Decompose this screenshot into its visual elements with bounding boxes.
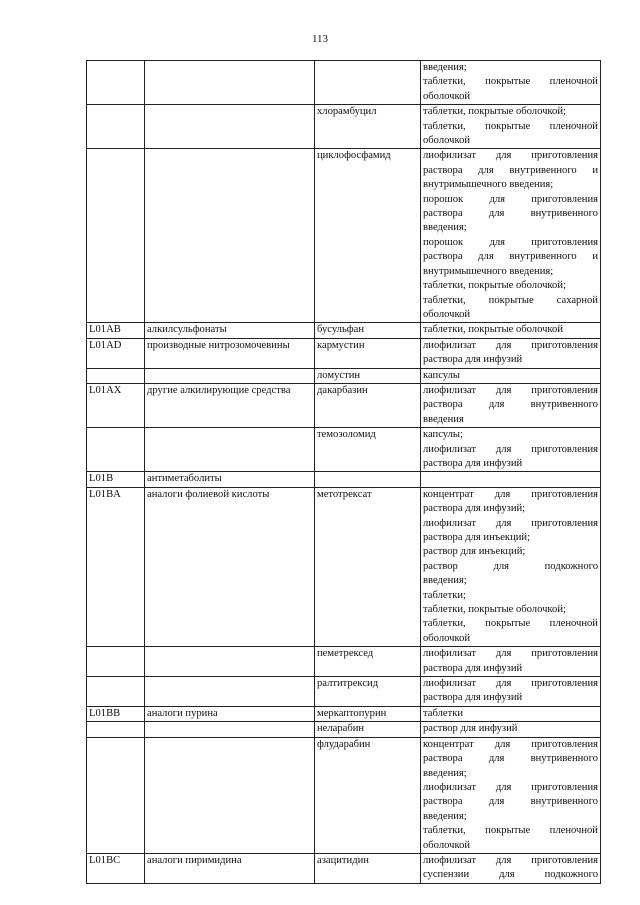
dosage-form-line <box>423 428 598 442</box>
dosage-form-word: лиофилизат <box>423 517 476 529</box>
dosage-form-word: покрытые <box>485 120 531 132</box>
atc-code-cell <box>87 647 145 677</box>
atc-code-cell <box>87 61 145 105</box>
dosage-form-word: внутривенного <box>509 251 577 263</box>
dosage-forms-cell <box>421 105 601 149</box>
dosage-form-word: таблетки, <box>423 825 466 837</box>
dosage-form-word: приготовления <box>531 150 598 162</box>
table-row <box>87 487 601 646</box>
dosage-form-line <box>423 384 598 398</box>
dosage-form-word: оболочкой <box>423 90 471 102</box>
dosage-form-line <box>423 502 598 516</box>
dosage-forms-cell <box>421 647 601 677</box>
dosage-form-word: для <box>488 796 505 808</box>
dosage-form-word: раствор для инфузий <box>423 723 518 735</box>
dosage-form-line <box>423 90 598 104</box>
dosage-form-word: для <box>488 208 505 220</box>
table-row <box>87 368 601 383</box>
dosage-form-word: раствора для инъекций; <box>423 532 531 543</box>
medication-table <box>86 60 601 884</box>
group-name-cell: аналоги пурина <box>145 706 315 721</box>
dosage-form-word: капсулы; <box>423 429 463 441</box>
dosage-forms-cell <box>421 428 601 472</box>
dosage-form-word: раствора <box>423 399 463 411</box>
table-row <box>87 472 601 487</box>
dosage-form-line <box>423 207 598 221</box>
dosage-form-word: приготовления <box>531 854 598 866</box>
drug-name-cell: азацитидин <box>315 853 421 883</box>
drug-name-cell <box>315 61 421 105</box>
dosage-form-line <box>423 308 598 322</box>
dosage-form-line <box>423 839 598 853</box>
dosage-form-line <box>423 824 598 838</box>
drug-name-cell: ралтитрексид <box>315 677 421 707</box>
dosage-form-line <box>423 752 598 766</box>
table-row <box>87 383 601 427</box>
dosage-form-line <box>423 279 598 293</box>
dosage-form-word: таблетки, покрытые оболочкой; <box>423 280 566 292</box>
dosage-form-word: введения; <box>423 575 467 587</box>
dosage-form-word: оболочкой <box>423 308 471 320</box>
dosage-forms-cell <box>421 722 601 737</box>
drug-name-cell: хлорамбуцил <box>315 105 421 149</box>
atc-code-cell: L01AB <box>87 323 145 338</box>
dosage-form-word: приготовления <box>531 678 598 690</box>
dosage-form-word: концентрат <box>423 488 474 500</box>
dosage-form-word: для <box>495 150 512 162</box>
dosage-form-word: таблетки, <box>423 76 466 88</box>
drug-name-cell: пеметрексед <box>315 647 421 677</box>
dosage-form-line <box>423 265 598 279</box>
dosage-form-line <box>423 369 598 383</box>
dosage-form-word: введения; <box>423 222 467 234</box>
dosage-form-line <box>423 443 598 457</box>
dosage-form-word: пленочной <box>549 120 598 132</box>
group-name-cell: другие алкилирующие средства <box>145 383 315 427</box>
dosage-form-word: подкожного <box>544 869 598 881</box>
dosage-form-word: для <box>488 753 505 765</box>
dosage-form-line <box>423 323 598 337</box>
dosage-forms-cell <box>421 487 601 646</box>
page-number: 113 <box>311 33 329 45</box>
dosage-form-line <box>423 488 598 502</box>
dosage-form-word: приготовления <box>531 443 598 455</box>
atc-code-cell <box>87 105 145 149</box>
dosage-form-word: оболочкой <box>423 839 471 851</box>
group-name-cell <box>145 149 315 323</box>
group-name-cell: производные нитрозомочевины <box>145 338 315 368</box>
drug-name-cell: ломустин <box>315 368 421 383</box>
dosage-form-word: приготовления <box>531 236 598 248</box>
group-name-cell <box>145 368 315 383</box>
atc-code-cell <box>87 737 145 853</box>
dosage-form-word: оболочкой <box>423 135 471 147</box>
dosage-form-line <box>423 178 598 192</box>
dosage-form-line <box>423 854 598 868</box>
dosage-form-line <box>423 722 598 736</box>
table-row <box>87 706 601 721</box>
dosage-form-line <box>423 339 598 353</box>
dosage-form-word: лиофилизат <box>423 443 476 455</box>
table-body <box>87 61 601 884</box>
dosage-form-word: для <box>488 399 505 411</box>
dosage-form-word: для <box>495 517 512 529</box>
dosage-form-word: введения; <box>423 62 467 73</box>
table-row <box>87 647 601 677</box>
dosage-form-line <box>423 647 598 661</box>
dosage-form-word: внутривенного <box>530 399 598 411</box>
table-row <box>87 149 601 323</box>
dosage-form-word: внутривенного <box>530 208 598 220</box>
atc-code-cell: L01AD <box>87 338 145 368</box>
dosage-form-line <box>423 517 598 531</box>
atc-code-cell <box>87 428 145 472</box>
drug-name-cell: дакарбазин <box>315 383 421 427</box>
dosage-form-word: капсулы <box>423 369 461 381</box>
dosage-form-word: покрытые <box>488 294 534 306</box>
dosage-form-line <box>423 457 598 471</box>
dosage-form-word: внутримышечного введения; <box>423 179 554 191</box>
dosage-form-word: и <box>592 164 598 176</box>
dosage-form-word: покрытые <box>485 618 531 630</box>
dosage-form-word: лиофилизат <box>423 150 476 162</box>
table-row <box>87 737 601 853</box>
dosage-forms-cell <box>421 383 601 427</box>
dosage-forms-cell <box>421 737 601 853</box>
dosage-form-word: внутривенного <box>509 164 577 176</box>
dosage-form-word: таблетки, <box>423 294 466 306</box>
dosage-form-line <box>423 398 598 412</box>
dosage-form-line <box>423 574 598 588</box>
dosage-form-word: приготовления <box>531 384 598 396</box>
dosage-form-line <box>423 193 598 207</box>
dosage-form-line <box>423 294 598 308</box>
dosage-form-word: раствора для инфузий <box>423 662 523 674</box>
table-row <box>87 338 601 368</box>
group-name-cell <box>145 722 315 737</box>
dosage-form-word: сахарной <box>556 294 598 306</box>
dosage-form-word: таблетки; <box>423 589 466 601</box>
dosage-form-word: раствора для инфузий; <box>423 503 526 515</box>
dosage-form-line <box>423 707 598 721</box>
dosage-form-word: для <box>495 339 512 351</box>
dosage-form-word: приготовления <box>531 488 598 500</box>
atc-code-cell: L01AX <box>87 383 145 427</box>
dosage-form-word: покрытые <box>485 76 531 88</box>
dosage-form-word: для <box>489 193 505 205</box>
dosage-forms-cell <box>421 472 601 487</box>
atc-code-cell: L01BB <box>87 706 145 721</box>
dosage-form-word: покрытые <box>485 825 531 837</box>
table-row <box>87 677 601 707</box>
dosage-form-word: таблетки <box>423 707 464 719</box>
dosage-form-word: раствор <box>423 560 458 572</box>
dosage-form-line <box>423 781 598 795</box>
group-name-cell: аналоги пиримидина <box>145 853 315 883</box>
dosage-form-line <box>423 767 598 781</box>
dosage-form-word: оболочкой <box>423 632 471 644</box>
group-name-cell <box>145 737 315 853</box>
dosage-form-line <box>423 810 598 824</box>
dosage-form-word: таблетки, <box>423 120 466 132</box>
dosage-form-word: пленочной <box>549 618 598 630</box>
dosage-form-word: для <box>495 678 512 690</box>
dosage-form-word: приготовления <box>531 193 598 205</box>
table-row <box>87 853 601 883</box>
dosage-form-word: внутривенного <box>530 753 598 765</box>
table-row <box>87 105 601 149</box>
drug-name-cell: кармустин <box>315 338 421 368</box>
dosage-form-word: лиофилизат <box>423 384 476 396</box>
drug-name-cell: темозоломид <box>315 428 421 472</box>
drug-name-cell <box>315 472 421 487</box>
atc-code-cell: L01BA <box>87 487 145 646</box>
dosage-form-word: раствор для инъекций; <box>423 546 526 558</box>
dosage-form-word: таблетки, покрытые оболочкой; <box>423 106 566 118</box>
group-name-cell: антиметаболиты <box>145 472 315 487</box>
dosage-form-line <box>423 120 598 134</box>
dosage-form-word: раствора для инфузий <box>423 354 523 366</box>
atc-code-cell <box>87 677 145 707</box>
dosage-form-line <box>423 738 598 752</box>
drug-name-cell: метотрексат <box>315 487 421 646</box>
dosage-form-line <box>423 691 598 705</box>
dosage-form-word: раствора для инфузий <box>423 692 523 704</box>
dosage-form-word: лиофилизат <box>423 648 476 660</box>
dosage-form-line <box>423 353 598 367</box>
dosage-form-line <box>423 149 598 163</box>
dosage-form-line <box>423 413 598 427</box>
drug-name-cell: бусульфан <box>315 323 421 338</box>
dosage-form-line <box>423 545 598 559</box>
dosage-form-line <box>423 531 598 545</box>
dosage-form-word: приготовления <box>531 648 598 660</box>
dosage-form-word: порошок <box>423 236 464 248</box>
dosage-form-word: приготовления <box>531 781 598 793</box>
dosage-forms-cell <box>421 677 601 707</box>
drug-name-cell: неларабин <box>315 722 421 737</box>
dosage-form-line <box>423 868 598 882</box>
dosage-form-word: для <box>495 854 512 866</box>
drug-name-cell: меркаптопурин <box>315 706 421 721</box>
dosage-form-word: для <box>495 781 512 793</box>
dosage-form-line <box>423 632 598 646</box>
dosage-form-line <box>423 603 598 617</box>
dosage-form-word: для <box>489 236 505 248</box>
dosage-form-line <box>423 617 598 631</box>
dosage-form-line <box>423 221 598 235</box>
dosage-form-line <box>423 164 598 178</box>
dosage-form-word: для <box>493 560 510 572</box>
dosage-form-word: лиофилизат <box>423 339 476 351</box>
dosage-form-line <box>423 560 598 574</box>
group-name-cell: алкилсульфонаты <box>145 323 315 338</box>
dosage-form-word: таблетки, покрытые оболочкой; <box>423 604 566 616</box>
dosage-form-word: раствора <box>423 208 463 220</box>
drug-name-cell: циклофосфамид <box>315 149 421 323</box>
atc-code-cell: L01B <box>87 472 145 487</box>
atc-code-cell <box>87 722 145 737</box>
group-name-cell <box>145 61 315 105</box>
dosage-form-word: лиофилизат <box>423 854 476 866</box>
dosage-form-word: суспензии <box>423 869 470 881</box>
dosage-form-word: раствора <box>423 753 463 765</box>
dosage-form-word: приготовления <box>531 339 598 351</box>
dosage-forms-cell <box>421 61 601 105</box>
dosage-forms-cell <box>421 706 601 721</box>
group-name-cell: аналоги фолиевой кислоты <box>145 487 315 646</box>
dosage-form-line <box>423 75 598 89</box>
table-row <box>87 722 601 737</box>
dosage-form-word: порошок <box>423 193 464 205</box>
dosage-forms-cell <box>421 338 601 368</box>
dosage-form-word: для <box>495 443 512 455</box>
dosage-form-word: для <box>494 738 511 750</box>
dosage-form-line <box>423 795 598 809</box>
dosage-form-word: для <box>494 488 511 500</box>
dosage-form-word: для <box>495 384 512 396</box>
table-row <box>87 61 601 105</box>
dosage-form-line <box>423 134 598 148</box>
group-name-cell <box>145 105 315 149</box>
dosage-form-word: приготовления <box>531 517 598 529</box>
drug-name-cell: флударабин <box>315 737 421 853</box>
dosage-forms-cell <box>421 323 601 338</box>
group-name-cell <box>145 647 315 677</box>
dosage-form-word: для <box>478 164 494 176</box>
group-name-cell <box>145 428 315 472</box>
dosage-form-word: концентрат <box>423 738 474 750</box>
dosage-form-word: внутримышечного введения; <box>423 265 554 277</box>
dosage-forms-cell <box>421 149 601 323</box>
dosage-form-word: подкожного <box>544 560 598 572</box>
dosage-form-word: лиофилизат <box>423 678 476 690</box>
dosage-form-word: пленочной <box>549 825 598 837</box>
dosage-form-line <box>423 61 598 75</box>
dosage-form-word: раствора <box>423 164 463 176</box>
dosage-form-word: лиофилизат <box>423 781 476 793</box>
dosage-form-word: внутривенного <box>530 796 598 808</box>
dosage-form-word: для <box>499 869 515 881</box>
group-name-cell <box>145 677 315 707</box>
atc-code-cell: L01BC <box>87 853 145 883</box>
atc-code-cell <box>87 149 145 323</box>
dosage-form-word: раствора <box>423 796 463 808</box>
dosage-form-line <box>423 662 598 676</box>
dosage-form-word: для <box>495 648 512 660</box>
dosage-form-line <box>423 250 598 264</box>
dosage-form-word: раствора для инфузий <box>423 457 523 469</box>
dosage-form-word: раствора <box>423 251 463 263</box>
dosage-form-line <box>423 105 598 119</box>
dosage-form-word: и <box>592 251 598 263</box>
dosage-forms-cell <box>421 853 601 883</box>
dosage-form-line <box>423 589 598 603</box>
dosage-form-word: таблетки, покрытые оболочкой <box>423 324 563 336</box>
dosage-form-word: для <box>478 251 494 263</box>
table-row <box>87 428 601 472</box>
dosage-forms-cell <box>421 368 601 383</box>
table-row <box>87 323 601 338</box>
dosage-form-word: введения <box>423 413 464 425</box>
dosage-form-word: таблетки, <box>423 618 466 630</box>
dosage-form-word: введения; <box>423 810 467 822</box>
dosage-form-line <box>423 677 598 691</box>
dosage-form-word: приготовления <box>531 738 598 750</box>
dosage-form-word: пленочной <box>549 76 598 88</box>
dosage-form-line <box>423 236 598 250</box>
atc-code-cell <box>87 368 145 383</box>
dosage-form-word: введения; <box>423 767 467 779</box>
